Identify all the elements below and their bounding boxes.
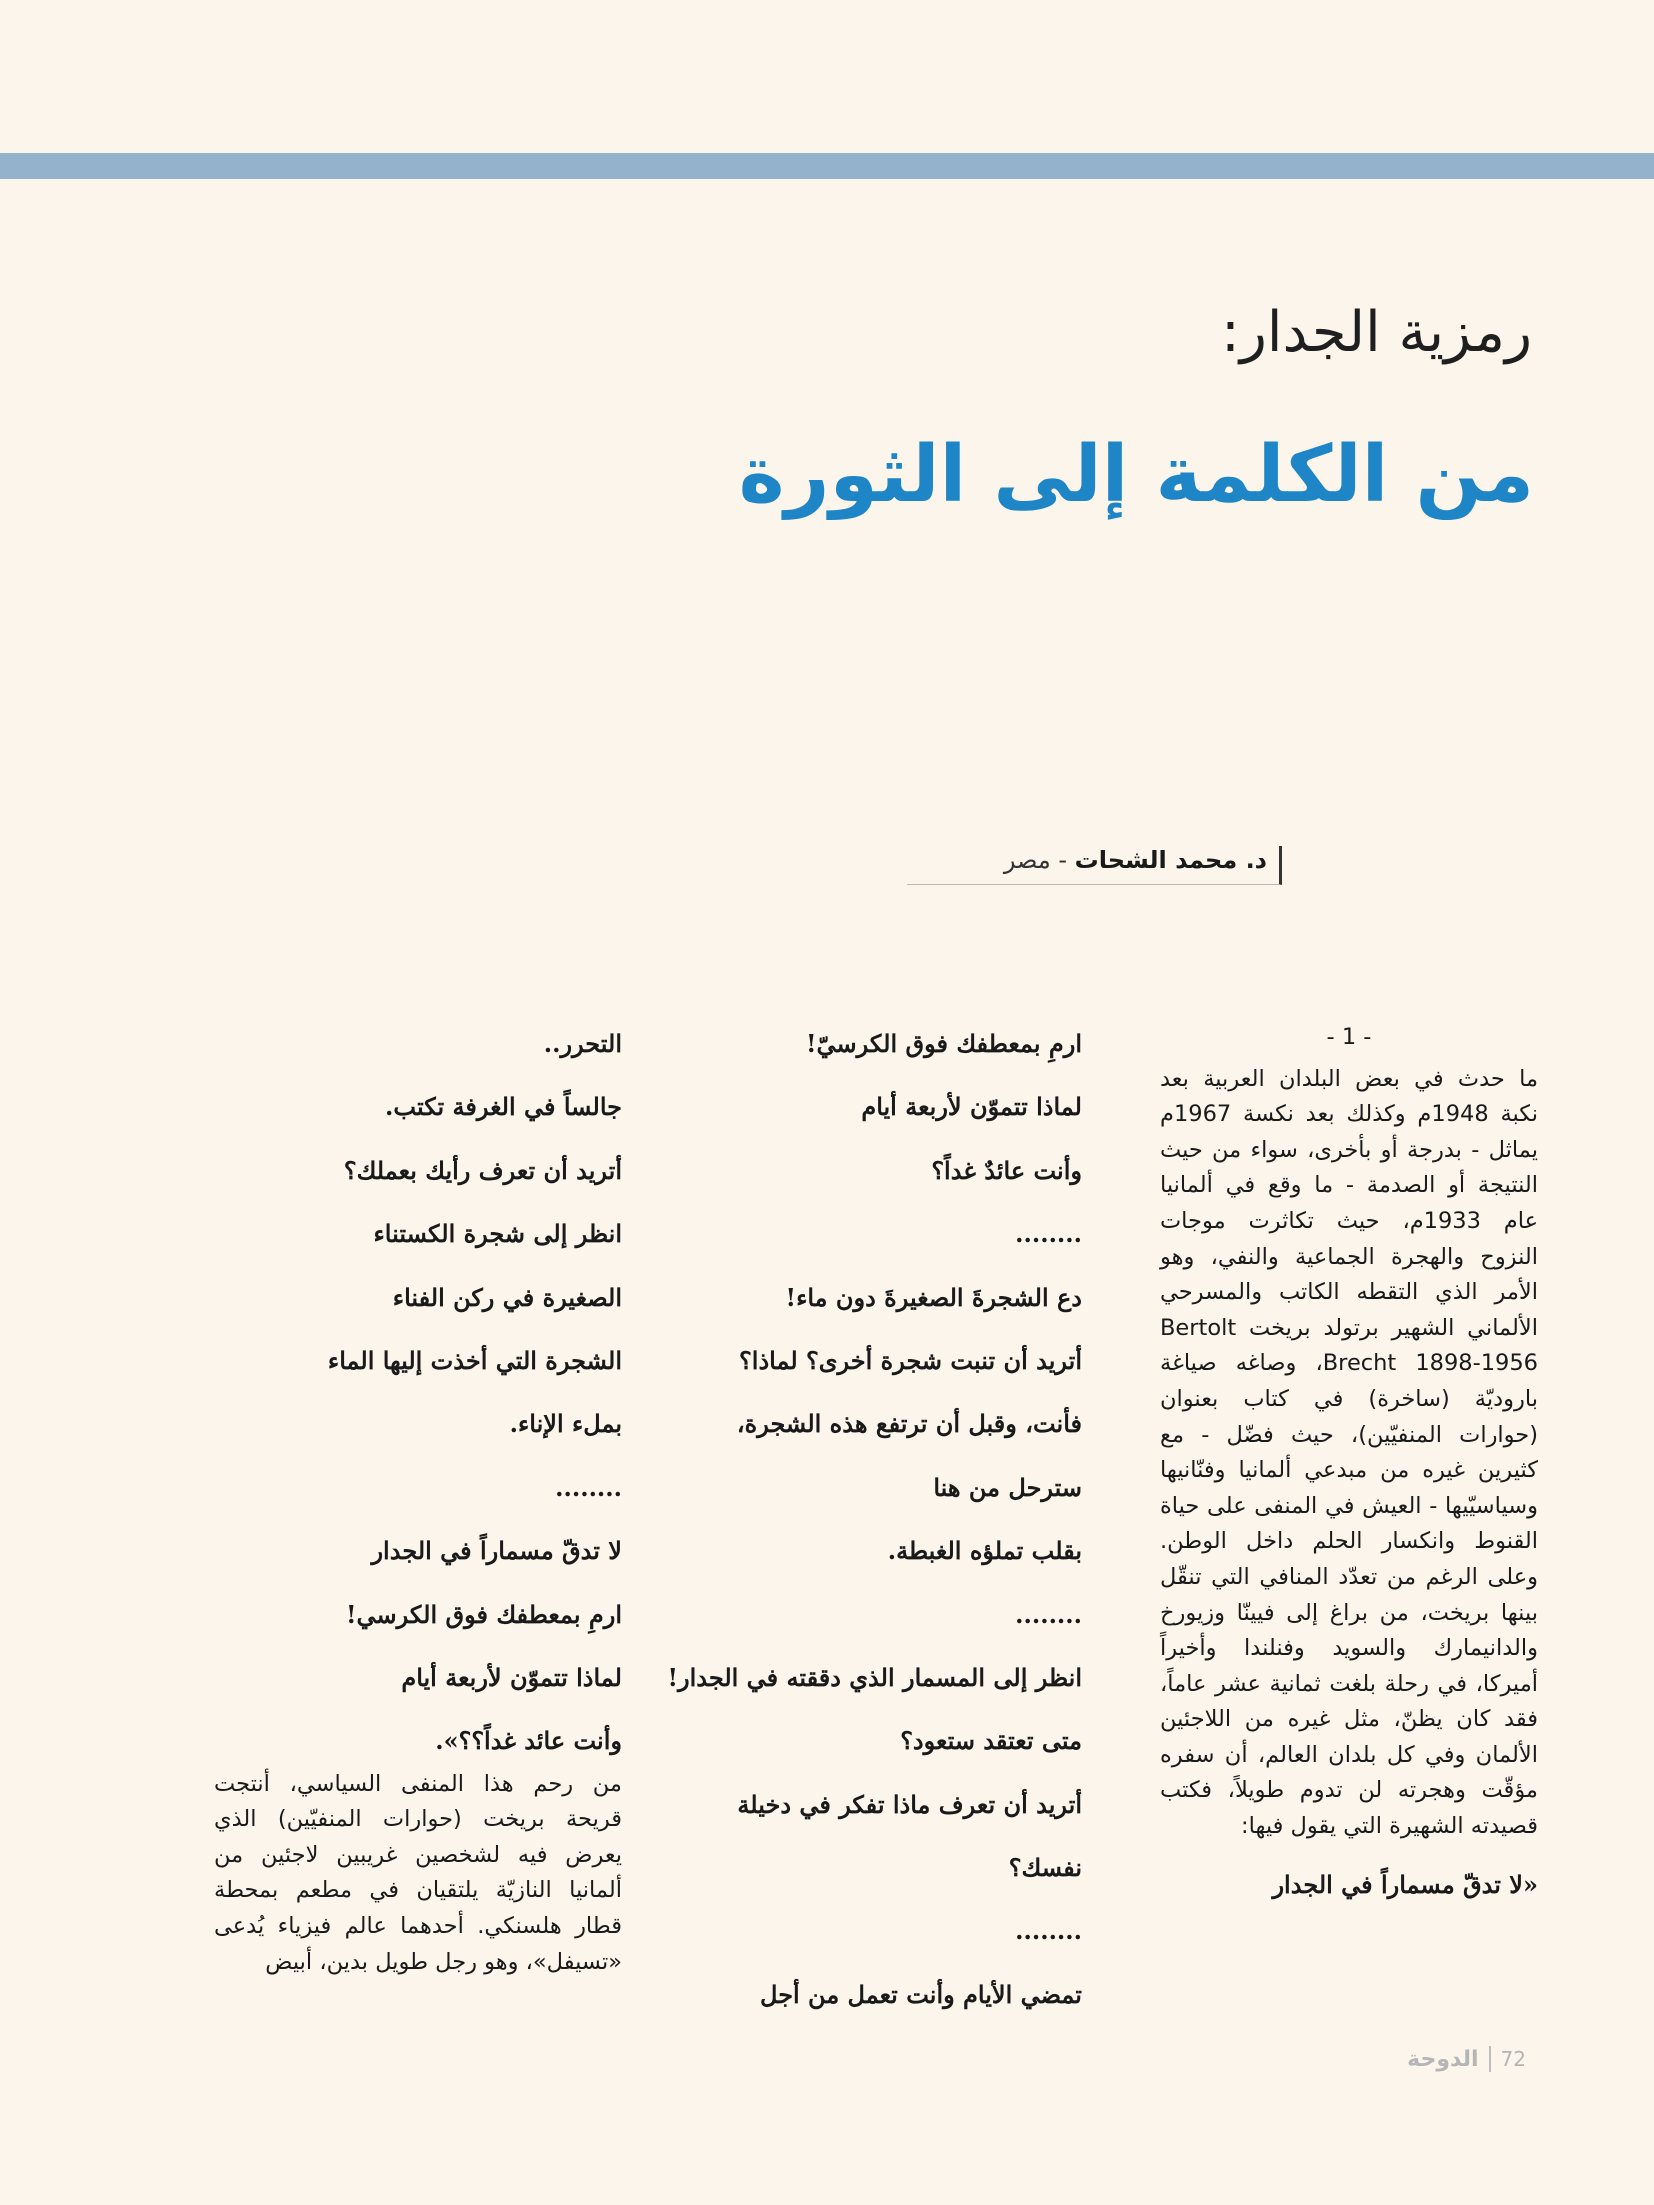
poem-line: متى تعتقد ستعود؟ — [900, 1726, 1082, 1756]
poem-line: جالساً في الغرفة تكتب. — [385, 1092, 622, 1122]
poem-line: ارمِ بمعطفك فوق الكرسيّ! — [806, 1029, 1082, 1058]
magazine-name: الدوحة — [1407, 2046, 1479, 2072]
poem-line: لا تدقّ مسماراً في الجدار — [371, 1536, 622, 1566]
poem-line: تمضي الأيام وأنت تعمل من أجل — [760, 1979, 1082, 2009]
poem-line: الصغيرة في ركن الفناء — [392, 1282, 622, 1312]
footer-divider — [1489, 2046, 1491, 2072]
article-kicker: رمزية الجدار: — [1221, 300, 1532, 365]
poem-line: انظر إلى شجرة الكستناء — [373, 1219, 622, 1249]
byline-author: د. محمد الشحات — [1074, 846, 1267, 874]
section-number: - 1 - — [1326, 1024, 1372, 1050]
byline-separator: - — [1050, 846, 1075, 874]
poem-separator: ........ — [1015, 1219, 1082, 1249]
poem-line: وأنت عائدٌ غداً؟ — [931, 1155, 1082, 1185]
article-headline: من الكلمة إلى الثورة — [738, 430, 1534, 520]
poem-separator: ........ — [1015, 1599, 1082, 1629]
poem-line: أتريد أن تعرف رأيك بعملك؟ — [343, 1155, 622, 1185]
poem-separator: ........ — [1015, 1916, 1082, 1946]
poem-line: وأنت عائد غداً؟؟». — [435, 1726, 622, 1756]
page-footer — [1407, 2046, 1526, 2072]
body-paragraph: من رحم هذا المنفى السياسي، أنتجت قريحة بريخت (حوارات المنفيّين) الذي يعرض فيه لشخصين غريبين لاجئين من ألمانيا النازيّة يلتقيان في مطعم بمحطة قطار هلسنكي. أحدهما عالم فيزياء يُدعى «تسيفل»، وهو رجل طويل بدين، أبيض — [214, 1770, 622, 1975]
poem-line: فأنت، وقبل أن ترتفع هذه الشجرة، — [736, 1409, 1082, 1439]
column-right — [1160, 1020, 1538, 1902]
poem-line: سترحل من هنا — [933, 1472, 1082, 1502]
column-left — [202, 1020, 622, 2003]
poem-line: نفسك؟ — [1008, 1853, 1082, 1883]
poem-line: ارمِ بمعطفك فوق الكرسي! — [346, 1599, 622, 1629]
column-middle — [667, 1020, 1082, 2034]
byline-country: مصر — [1003, 846, 1051, 874]
page-number: 72 — [1500, 2047, 1526, 2071]
poem-line: انظر إلى المسمار الذي دققته في الجدار! — [667, 1662, 1082, 1692]
poem-line: دع الشجرةَ الصغيرةَ دون ماء! — [785, 1282, 1082, 1312]
poem-line: أتريد أن تنبت شجرة أخرى؟ لماذا؟ — [739, 1345, 1082, 1375]
poem-line: لماذا تتموّن لأربعة أيام — [401, 1662, 622, 1692]
poem-line: بملء الإناء. — [509, 1409, 622, 1439]
poem-separator: ........ — [555, 1472, 622, 1502]
poem-line: الشجرة التي أخذت إليها الماء — [327, 1345, 622, 1375]
poem-line: «لا تدقّ مسماراً في الجدار — [1272, 1869, 1538, 1899]
poem-line: لماذا تتموّن لأربعة أيام — [861, 1092, 1082, 1122]
top-accent-bar — [0, 153, 1654, 179]
body-paragraph: ما حدث في بعض البلدان العربية بعد نكبة 1948م وكذلك بعد نكسة 1967م يماثل - بدرجة أو بأخرى، سواء من حيث النتيجة أو الصدمة - ما وقع في ألمانيا عام 1933م، حيث تكاثرت موجات النزوح والهجرة الجماعية والنفي، وهو الأمر الذي التقطه الكاتب والمسرحي الألماني الشهير برتولد بريخت Bertolt Brecht 1898-1956، وصاغه صياغة باروديّة (ساخرة) في كتاب بعنوان (حوارات المنفيّين)، حيث فضّل - مع كثيرين غيره من مبدعي ألمانيا وفنّانيها وسياسيّيها - العيش في المنفى على حياة القنوط وانكسار الحلم داخل الوطن. وعلى الرغم من تعدّد المنافي التي تنقّل بينها بريخت، من براغ إلى فيينّا وزيورخ والدانيمارك والسويد وفنلندا وأخيراً أميركا، في رحلة بلغت ثمانية عشر عاماً، فقد كان يظنّ، مثل غيره من اللاجئين الألمان وفي كل بلدان العالم، أن سفره مؤقّت وهجرته لن تدوم طويلاً، فكتب قصيدته الشهيرة التي يقول فيها: — [1160, 1065, 1538, 1840]
poem-line: التحرر.. — [543, 1029, 622, 1058]
poem-line: أتريد أن تعرف ماذا تفكر في دخيلة — [737, 1789, 1082, 1819]
byline — [907, 846, 1282, 885]
poem-line: بقلب تملؤه الغبطة. — [887, 1536, 1082, 1566]
